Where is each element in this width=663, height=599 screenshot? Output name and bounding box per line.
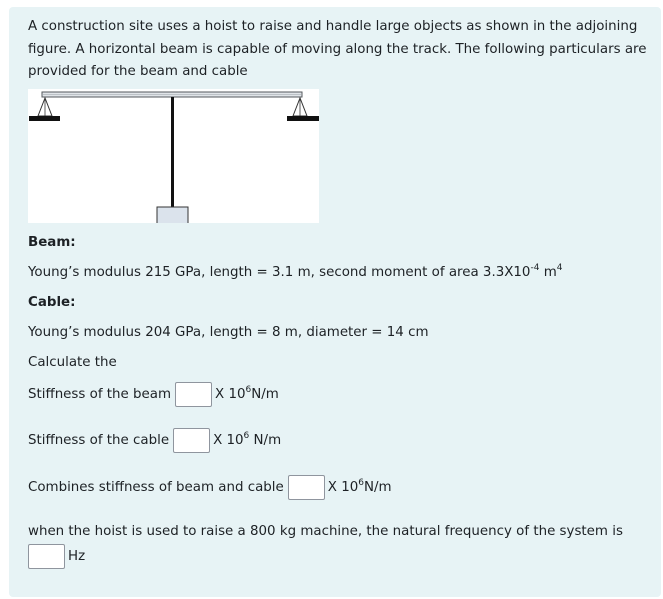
question-4-row xyxy=(28,544,85,569)
question-1-row xyxy=(28,382,279,407)
calculate-text: Calculate the xyxy=(28,355,117,370)
cable-properties: Young’s modulus 204 GPa, length = 8 m, diameter = 14 cm xyxy=(28,325,429,340)
question-card xyxy=(9,7,661,597)
q1-label: Stiffness of the beam xyxy=(28,387,172,402)
beam-unit-exponent: 4 xyxy=(556,263,563,273)
beam-properties xyxy=(28,262,562,285)
q1-unit-base: X 10 xyxy=(215,387,246,402)
q2-unit xyxy=(213,433,281,448)
cable-heading: Cable: xyxy=(28,295,76,310)
q2-label: Stiffness of the cable xyxy=(28,433,170,448)
beam-exponent: -4 xyxy=(530,263,540,273)
q3-unit-tail: N/m xyxy=(363,480,392,495)
q2-unit-base: X 10 xyxy=(213,433,244,448)
q3-unit xyxy=(328,480,392,495)
cable xyxy=(171,97,174,207)
q3-answer-input[interactable] xyxy=(288,475,325,500)
beam-heading: Beam: xyxy=(28,235,76,250)
left-support xyxy=(29,98,60,121)
q4-label: when the hoist is used to raise a 800 kg machine, the natural frequency of the system is xyxy=(28,524,623,539)
right-support xyxy=(287,98,319,121)
question-2-row xyxy=(28,428,281,453)
q3-unit-exponent: 6 xyxy=(358,478,364,488)
q1-unit-exponent: 6 xyxy=(245,385,252,395)
q2-unit-tail: N/m xyxy=(249,433,282,448)
q2-answer-input[interactable] xyxy=(173,428,210,453)
hoist-figure xyxy=(28,89,319,223)
beam-text: Young’s modulus 215 GPa, length = 3.1 m, second moment of area 3.3X10 xyxy=(28,265,531,280)
q1-unit xyxy=(215,387,279,402)
load-block xyxy=(157,207,188,223)
q4-answer-input[interactable] xyxy=(28,544,65,569)
q1-unit-tail: N/m xyxy=(251,387,279,402)
q4-unit: Hz xyxy=(68,549,86,564)
question-3-row xyxy=(28,475,392,500)
q3-unit-base: X 10 xyxy=(327,480,359,495)
q2-unit-exponent: 6 xyxy=(243,431,250,441)
beam-unit: m xyxy=(539,265,557,280)
hoist-diagram xyxy=(28,89,319,223)
q3-label: Combines stiffness of beam and cable xyxy=(28,480,284,495)
question-intro: A construction site uses a hoist to raise and handle large objects as shown in the adjoining figure. A horizontal beam is capable of moving along the track. The following particulars are provided for the beam and cable xyxy=(28,19,647,79)
q1-answer-input[interactable] xyxy=(175,382,212,407)
